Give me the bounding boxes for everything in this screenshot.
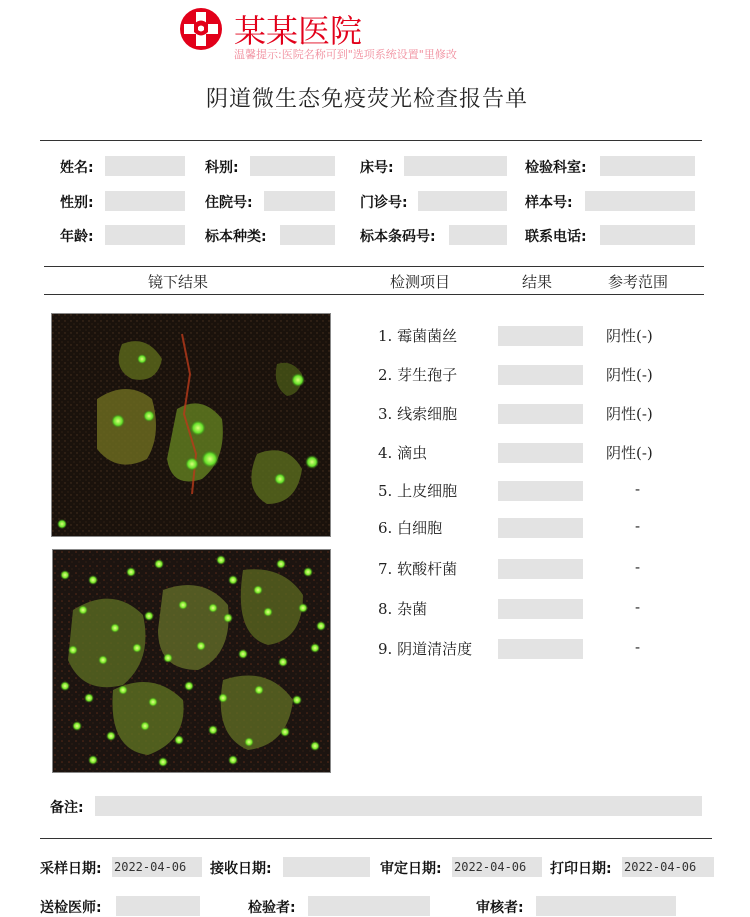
phone-field <box>600 225 695 245</box>
review-date-label: 审定日期: <box>380 861 442 877</box>
dept-label: 科别: <box>205 160 239 176</box>
hospital-logo-icon <box>178 6 224 52</box>
test-item-reference: - <box>635 638 641 656</box>
lab-field <box>600 156 695 176</box>
hospital-name: 某某医院 <box>234 12 363 50</box>
specimen-type-field <box>280 225 335 245</box>
tester-label: 检验者: <box>248 900 296 916</box>
test-item-result <box>498 365 583 385</box>
test-item-result <box>498 559 583 579</box>
divider-top <box>40 140 702 141</box>
test-item-result <box>498 481 583 501</box>
micro-header: 镜下结果 <box>148 273 209 291</box>
test-item-label: 7. 软酸杆菌 <box>378 560 458 578</box>
test-item-reference: 阴性(-) <box>606 444 653 462</box>
test-item-label: 5. 上皮细胞 <box>378 482 458 500</box>
test-item-reference: - <box>635 598 641 616</box>
table-header-top <box>44 266 704 267</box>
test-item-reference: - <box>635 558 641 576</box>
sex-label: 性别: <box>60 195 94 211</box>
test-item-result <box>498 639 583 659</box>
divider-bottom <box>40 838 712 839</box>
name-label: 姓名: <box>60 160 94 176</box>
sampling-date-value: 2022-04-06 <box>112 857 202 877</box>
item-header: 检测项目 <box>390 273 451 291</box>
outpatient-no-label: 门诊号: <box>360 195 408 211</box>
doctor-label: 送检医师: <box>40 900 102 916</box>
outpatient-no-field <box>418 191 507 211</box>
dept-field <box>250 156 335 176</box>
lab-label: 检验科室: <box>525 160 587 176</box>
test-item-reference: 阴性(-) <box>606 366 653 384</box>
age-field <box>105 225 185 245</box>
review-date-value: 2022-04-06 <box>452 857 542 877</box>
micrograph-image-2 <box>52 549 331 773</box>
barcode-label: 标本条码号: <box>360 229 436 245</box>
test-item-label: 6. 白细胞 <box>378 519 443 537</box>
test-item-result <box>498 443 583 463</box>
test-item-result <box>498 518 583 538</box>
remarks-field <box>95 796 702 816</box>
reference-header: 参考范围 <box>608 273 669 291</box>
barcode-field <box>449 225 507 245</box>
print-date-label: 打印日期: <box>550 861 612 877</box>
test-item-reference: - <box>635 517 641 535</box>
doctor-field <box>116 896 200 916</box>
phone-label: 联系电话: <box>525 229 587 245</box>
test-item-reference: 阴性(-) <box>606 327 653 345</box>
test-item-result <box>498 599 583 619</box>
test-item-label: 8. 杂菌 <box>378 600 428 618</box>
age-label: 年龄: <box>60 229 94 245</box>
test-item-label: 4. 滴虫 <box>378 444 428 462</box>
test-item-result <box>498 404 583 424</box>
reviewer-label: 审核者: <box>476 900 524 916</box>
remarks-label: 备注: <box>50 800 84 816</box>
sample-no-field <box>585 191 695 211</box>
test-item-label: 3. 线索细胞 <box>378 405 458 423</box>
test-item-label: 9. 阴道清洁度 <box>378 640 473 658</box>
test-item-reference: - <box>635 480 641 498</box>
table-header-bottom <box>44 294 704 295</box>
sex-field <box>105 191 185 211</box>
receive-date-field <box>283 857 370 877</box>
receive-date-label: 接收日期: <box>210 861 272 877</box>
settings-hint: 温馨提示:医院名称可到"选项系统设置"里修改 <box>234 48 457 61</box>
inpatient-no-label: 住院号: <box>205 195 253 211</box>
test-item-label: 2. 芽生孢子 <box>378 366 458 384</box>
micrograph-image-1 <box>51 313 331 537</box>
print-date-value: 2022-04-06 <box>622 857 714 877</box>
reviewer-field <box>536 896 676 916</box>
bed-label: 床号: <box>360 160 394 176</box>
name-field <box>105 156 185 176</box>
test-item-result <box>498 326 583 346</box>
test-item-label: 1. 霉菌菌丝 <box>378 327 458 345</box>
sampling-date-label: 采样日期: <box>40 861 102 877</box>
sample-no-label: 样本号: <box>525 195 573 211</box>
test-item-reference: 阴性(-) <box>606 405 653 423</box>
bed-field <box>404 156 507 176</box>
specimen-type-label: 标本种类: <box>205 229 267 245</box>
report-title: 阴道微生态免疫荧光检查报告单 <box>206 87 529 112</box>
tester-field <box>308 896 430 916</box>
inpatient-no-field <box>264 191 335 211</box>
result-header: 结果 <box>522 273 553 291</box>
